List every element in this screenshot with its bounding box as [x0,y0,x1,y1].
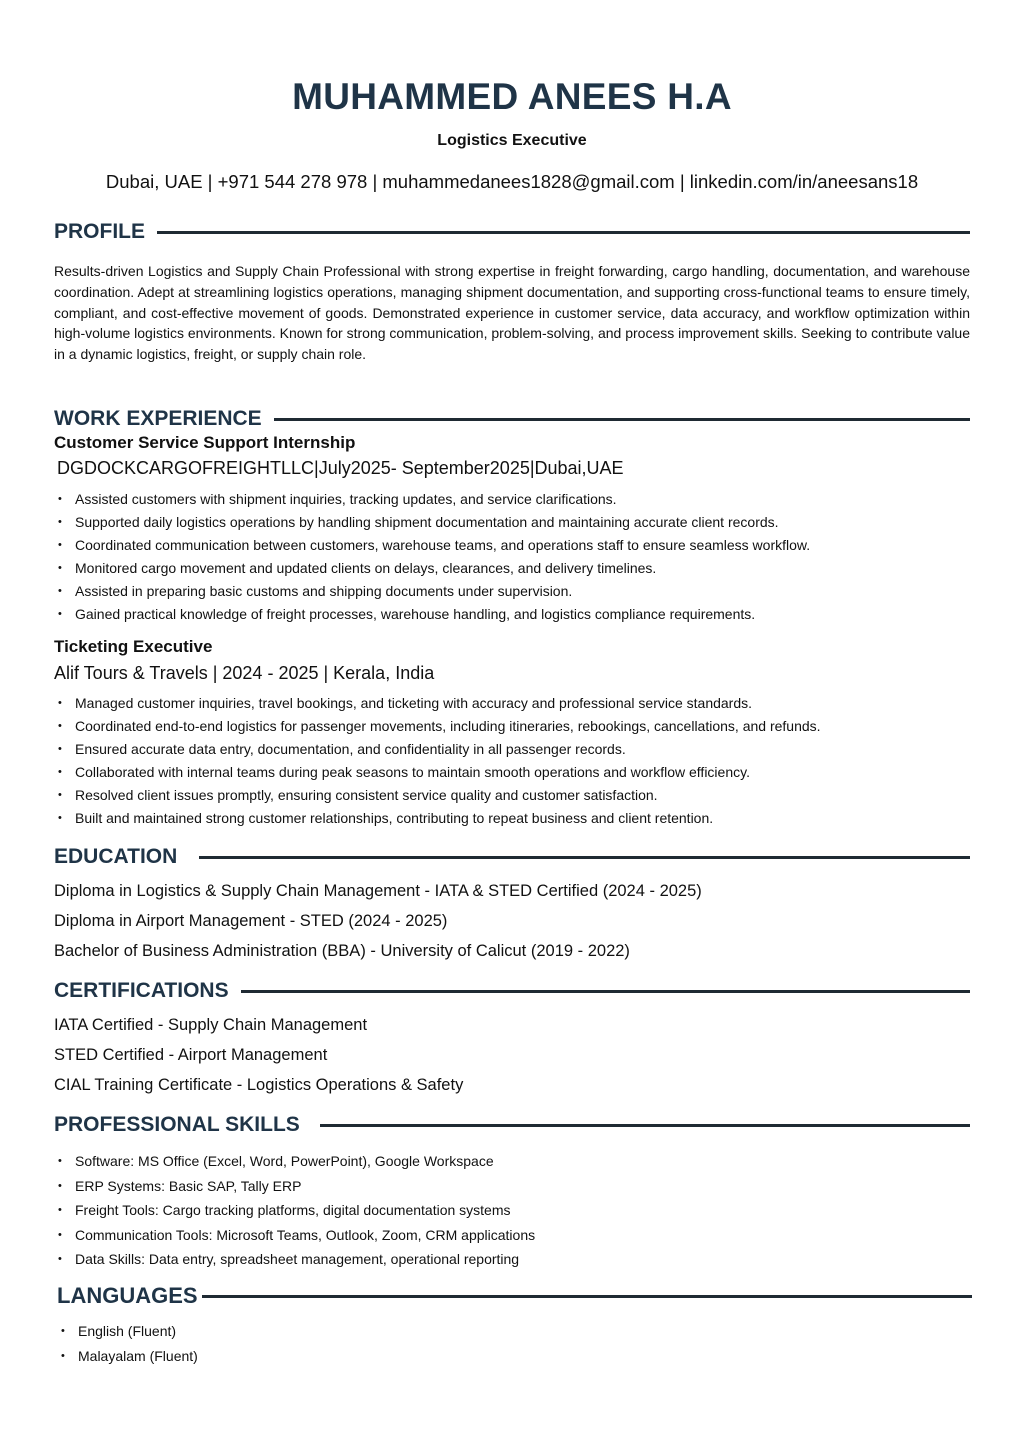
candidate-name: MUHAMMED ANEES H.A [292,76,732,117]
list-item: • Supported daily logistics operations by handling shipment documentation and maintaining accurate client records. [54,511,810,534]
section-education [54,845,970,869]
skills-list [54,1149,535,1272]
section-heading: CERTIFICATIONS [54,979,229,1002]
list-item: • Built and maintained strong customer relationships, contributing to repeat business and client retention. [54,807,821,830]
certification-item: CIAL Training Certificate - Logistics Operations & Safety [54,1075,464,1094]
education-item: Diploma in Logistics & Supply Chain Management - IATA & STED Certified (2024 - 2025) [54,882,702,900]
job-2-meta: Alif Tours & Travels | 2024 - 2025 | Kerala, India [54,663,435,683]
list-item: • ERP Systems: Basic SAP, Tally ERP [54,1174,535,1199]
list-item: • Ensured accurate data entry, documentation, and confidentiality in all passenger records. [54,738,821,761]
education-item: Diploma in Airport Management - STED (2024 - 2025) [54,911,448,930]
divider [274,418,970,421]
profile-summary: Results-driven Logistics and Supply Chain Professional with strong expertise in freight forwarding, cargo handling, documentation, and warehouse coordination. Adept at streamlining logistics operations, managing shipment documentation, and supporting cross-functional teams to ensure timely, compliant, and cost-effective movement of goods. Demonstrated experience in customer service, data accuracy, and workflow optimization within high-volume logistics environments. Known for strong communication, problem-solving, and process improvement skills. Seeking to contribute value in a dynamic logistics, freight, or supply chain role. [54,263,970,363]
contact-info: Dubai, UAE | +971 544 278 978 | muhammedanees1828@gmail.com | linkedin.com/in/aneesans18 [105,171,919,192]
section-heading: PROFILE [54,220,146,243]
list-item: • Coordinated end-to-end logistics for passenger movements, including itineraries, rebookings, cancellations, and refunds. [54,715,821,738]
list-item: • Freight Tools: Cargo tracking platforms, digital documentation systems [54,1198,535,1223]
certifications-list [54,1011,463,1100]
list-item: • Gained practical knowledge of freight processes, warehouse handling, and logistics compliance requirements. [54,603,810,626]
divider [199,856,970,859]
section-profile [54,220,970,244]
list-item: • Malayalam (Fluent) [57,1344,198,1369]
job-title: Logistics Executive [437,132,587,149]
section-certifications [54,979,970,1003]
section-languages [57,1283,972,1309]
list-item: • Collaborated with internal teams during peak seasons to maintain smooth operations and workflow efficiency. [54,761,821,784]
list-item: • Resolved client issues promptly, ensuring consistent service quality and customer satisfaction. [54,784,821,807]
job-1-bullets [54,488,810,626]
certification-item: STED Certified - Airport Management [54,1045,328,1064]
list-item: • Coordinated communication between customers, warehouse teams, and operations staff to ensure seamless workflow. [54,534,810,557]
divider [157,231,970,234]
list-item: • Assisted customers with shipment inquiries, tracking updates, and service clarifications. [54,488,810,511]
job-2-title: Ticketing Executive [54,637,213,656]
job-1-title: Customer Service Support Internship [54,433,356,452]
divider [320,1124,970,1127]
section-heading: PROFESSIONAL SKILLS [54,1113,300,1136]
list-item: • Software: MS Office (Excel, Word, PowerPoint), Google Workspace [54,1149,535,1174]
education-item: Bachelor of Business Administration (BBA) - University of Calicut (2019 - 2022) [54,941,630,960]
section-heading: LANGUAGES [57,1283,198,1308]
list-item: • Managed customer inquiries, travel bookings, and ticketing with accuracy and professional service standards. [54,692,821,715]
job-1-meta: DGDOCKCARGOFREIGHTLLC|July2025- September2025|Dubai,UAE [57,458,624,478]
section-heading: WORK EXPERIENCE [54,407,262,430]
list-item: • Data Skills: Data entry, spreadsheet management, operational reporting [54,1247,535,1272]
job-2-bullets [54,692,821,830]
section-work-experience [54,407,970,431]
list-item: • Assisted in preparing basic customs and shipping documents under supervision. [54,580,810,603]
section-heading: EDUCATION [54,845,178,868]
divider [241,990,970,993]
divider [202,1295,972,1298]
section-professional-skills [54,1113,970,1137]
languages-list [57,1319,198,1369]
list-item: • Communication Tools: Microsoft Teams, Outlook, Zoom, CRM applications [54,1223,535,1248]
list-item: • Monitored cargo movement and updated clients on delays, clearances, and delivery timelines. [54,557,810,580]
certification-item: IATA Certified - Supply Chain Management [54,1016,368,1034]
list-item: • English (Fluent) [57,1319,198,1344]
education-list [54,877,702,966]
